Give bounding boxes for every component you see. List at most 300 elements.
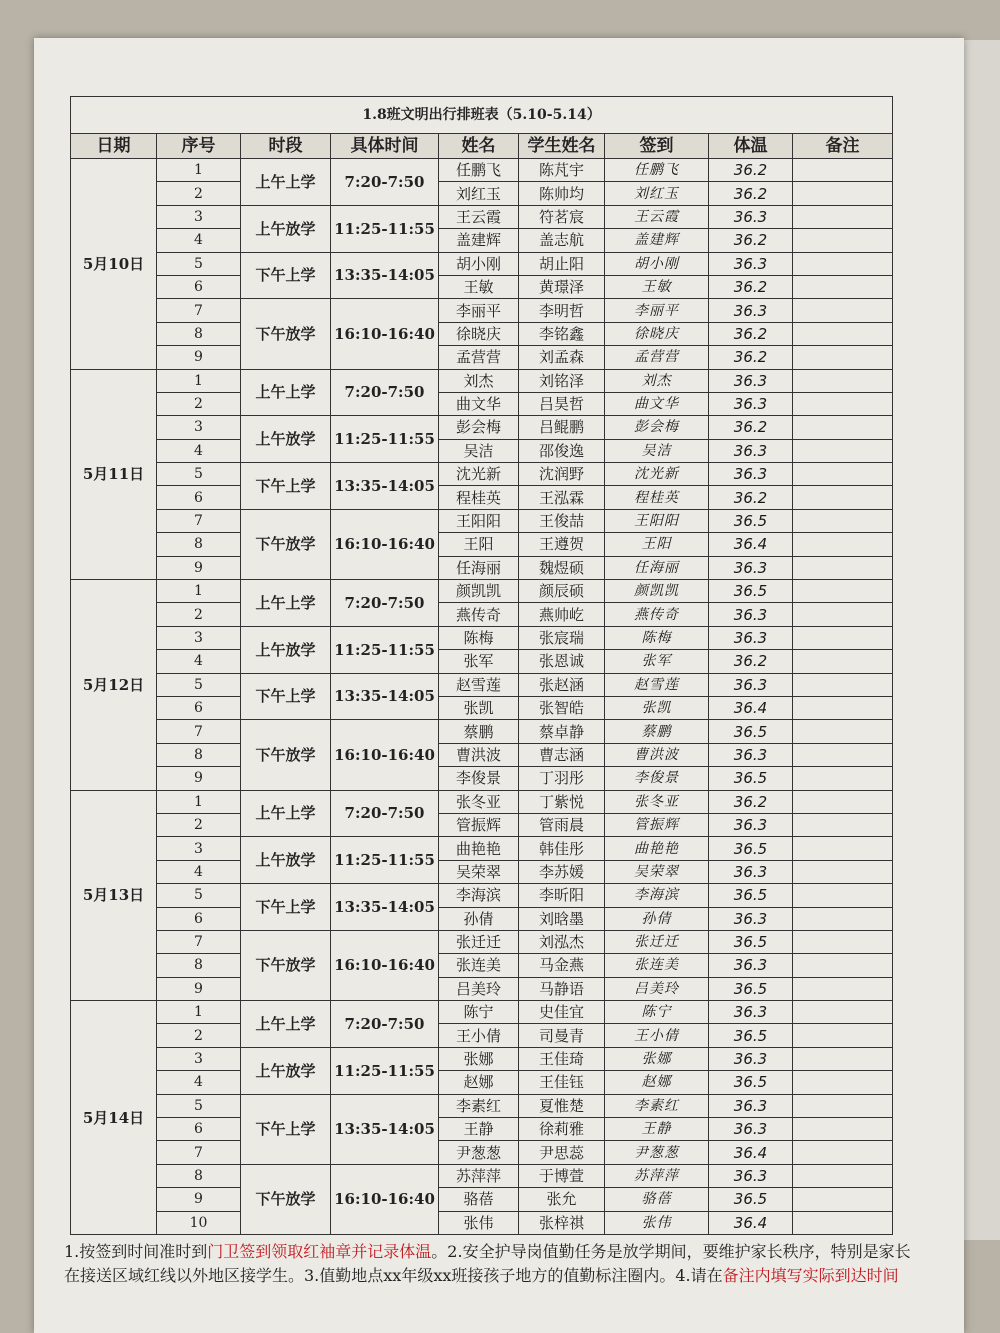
period-cell: 下午上学	[241, 252, 331, 299]
parent-name-cell: 刘杰	[439, 369, 519, 392]
student-name-cell: 丁紫悦	[519, 790, 605, 813]
parent-name-cell: 曹洪波	[439, 743, 519, 766]
signature-cell: 曹洪波	[605, 743, 709, 766]
signature-cell: 尹葱葱	[605, 1141, 709, 1164]
table-row	[71, 673, 893, 696]
seq-cell: 9	[157, 346, 241, 369]
remarks-cell	[793, 977, 893, 1000]
temperature-cell: 36.3	[709, 299, 793, 322]
signature-cell: 张连美	[605, 954, 709, 977]
column-header: 序号	[157, 134, 241, 159]
student-name-cell: 张恩诚	[519, 650, 605, 673]
footer-notes	[64, 1240, 914, 1288]
signature-cell: 张冬亚	[605, 790, 709, 813]
temperature-cell: 36.3	[709, 907, 793, 930]
seq-cell: 9	[157, 767, 241, 790]
footer-highlight: 门卫签到领取红袖章并记录体温	[207, 1242, 432, 1261]
table-row	[71, 369, 893, 392]
remarks-cell	[793, 884, 893, 907]
remarks-cell	[793, 346, 893, 369]
seq-cell: 7	[157, 299, 241, 322]
period-cell: 上午上学	[241, 369, 331, 416]
table-row	[71, 229, 893, 252]
signature-cell: 管振辉	[605, 813, 709, 836]
temperature-cell: 36.3	[709, 673, 793, 696]
period-cell: 下午放学	[241, 930, 331, 1000]
remarks-cell	[793, 369, 893, 392]
parent-name-cell: 程桂英	[439, 486, 519, 509]
seq-cell: 3	[157, 205, 241, 228]
student-name-cell: 王佳琦	[519, 1047, 605, 1070]
table-row	[71, 1024, 893, 1047]
signature-cell: 李丽平	[605, 299, 709, 322]
seq-cell: 6	[157, 696, 241, 719]
remarks-cell	[793, 1024, 893, 1047]
seq-cell: 3	[157, 626, 241, 649]
student-name-cell: 韩佳彤	[519, 837, 605, 860]
parent-name-cell: 沈光新	[439, 463, 519, 486]
signature-cell: 李素红	[605, 1094, 709, 1117]
remarks-cell	[793, 439, 893, 462]
table-row	[71, 346, 893, 369]
seq-cell: 8	[157, 954, 241, 977]
parent-name-cell: 骆蓓	[439, 1188, 519, 1211]
parent-name-cell: 王云霞	[439, 205, 519, 228]
time-cell: 7:20-7:50	[331, 580, 439, 627]
signature-cell: 燕传奇	[605, 603, 709, 626]
remarks-cell	[793, 696, 893, 719]
table-row	[71, 1071, 893, 1094]
seq-cell: 3	[157, 416, 241, 439]
time-cell: 7:20-7:50	[331, 1001, 439, 1048]
parent-name-cell: 赵雪莲	[439, 673, 519, 696]
period-cell: 上午放学	[241, 626, 331, 673]
parent-name-cell: 颜凯凯	[439, 580, 519, 603]
signature-cell: 苏萍萍	[605, 1164, 709, 1187]
student-name-cell: 邵俊逸	[519, 439, 605, 462]
date-cell: 5月14日	[71, 1001, 157, 1235]
time-cell: 13:35-14:05	[331, 252, 439, 299]
table-row	[71, 1094, 893, 1117]
temperature-cell: 36.2	[709, 229, 793, 252]
time-cell: 16:10-16:40	[331, 720, 439, 790]
time-cell: 13:35-14:05	[331, 884, 439, 931]
seq-cell: 7	[157, 1141, 241, 1164]
seq-cell: 5	[157, 884, 241, 907]
parent-name-cell: 张冬亚	[439, 790, 519, 813]
time-cell: 16:10-16:40	[331, 1164, 439, 1234]
table-row	[71, 252, 893, 275]
signature-cell: 刘杰	[605, 369, 709, 392]
temperature-cell: 36.2	[709, 159, 793, 182]
parent-name-cell: 吴洁	[439, 439, 519, 462]
table-row	[71, 977, 893, 1000]
time-cell: 16:10-16:40	[331, 930, 439, 1000]
signature-cell: 李海滨	[605, 884, 709, 907]
student-name-cell: 尹思蕊	[519, 1141, 605, 1164]
temperature-cell: 36.5	[709, 1188, 793, 1211]
time-cell: 16:10-16:40	[331, 299, 439, 369]
table-row	[71, 696, 893, 719]
seq-cell: 6	[157, 907, 241, 930]
date-cell: 5月13日	[71, 790, 157, 1001]
signature-cell: 曲文华	[605, 392, 709, 415]
parent-name-cell: 王阳	[439, 533, 519, 556]
table-row	[71, 860, 893, 883]
student-name-cell: 陈帅均	[519, 182, 605, 205]
table-title: 1.8班文明出行排班表（5.10-5.14）	[71, 97, 893, 134]
seq-cell: 8	[157, 1164, 241, 1187]
temperature-cell: 36.5	[709, 837, 793, 860]
column-header: 体温	[709, 134, 793, 159]
remarks-cell	[793, 813, 893, 836]
table-row	[71, 1141, 893, 1164]
parent-name-cell: 王小倩	[439, 1024, 519, 1047]
remarks-cell	[793, 907, 893, 930]
remarks-cell	[793, 556, 893, 579]
remarks-cell	[793, 205, 893, 228]
temperature-cell: 36.2	[709, 790, 793, 813]
temperature-cell: 36.3	[709, 205, 793, 228]
signature-cell: 王阳	[605, 533, 709, 556]
seq-cell: 7	[157, 930, 241, 953]
student-name-cell: 王遵贺	[519, 533, 605, 556]
table-row	[71, 205, 893, 228]
header-row	[71, 134, 893, 159]
table-row	[71, 650, 893, 673]
signature-cell: 孙倩	[605, 907, 709, 930]
remarks-cell	[793, 1141, 893, 1164]
temperature-cell: 36.4	[709, 696, 793, 719]
student-name-cell: 张宸瑞	[519, 626, 605, 649]
student-name-cell: 陈芃宇	[519, 159, 605, 182]
temperature-cell: 36.4	[709, 1141, 793, 1164]
temperature-cell: 36.4	[709, 533, 793, 556]
signature-cell: 盖建辉	[605, 229, 709, 252]
seq-cell: 1	[157, 790, 241, 813]
time-cell: 11:25-11:55	[331, 1047, 439, 1094]
seq-cell: 2	[157, 182, 241, 205]
remarks-cell	[793, 720, 893, 743]
period-cell: 下午上学	[241, 463, 331, 510]
period-cell: 上午上学	[241, 1001, 331, 1048]
temperature-cell: 36.2	[709, 322, 793, 345]
parent-name-cell: 王静	[439, 1118, 519, 1141]
remarks-cell	[793, 275, 893, 298]
student-name-cell: 张梓祺	[519, 1211, 605, 1234]
period-cell: 下午放学	[241, 1164, 331, 1234]
table-row	[71, 299, 893, 322]
parent-name-cell: 吕美玲	[439, 977, 519, 1000]
time-cell: 11:25-11:55	[331, 416, 439, 463]
remarks-cell	[793, 1047, 893, 1070]
seq-cell: 1	[157, 369, 241, 392]
time-cell: 11:25-11:55	[331, 837, 439, 884]
parent-name-cell: 孙倩	[439, 907, 519, 930]
student-name-cell: 张智皓	[519, 696, 605, 719]
student-name-cell: 张赵涵	[519, 673, 605, 696]
footer-text: 。2.安全护导岗值勤任务是放学期间，要维护家长秩序，特别是家长在接送区域红线以外地区接学生。3.值勤地点xx年级xx班接孩子地方的值勤标注圈内。4.请在	[64, 1242, 911, 1285]
table-row	[71, 930, 893, 953]
period-cell: 下午放学	[241, 299, 331, 369]
table-row	[71, 1047, 893, 1070]
seq-cell: 4	[157, 860, 241, 883]
seq-cell: 1	[157, 159, 241, 182]
seq-cell: 1	[157, 580, 241, 603]
signature-cell: 刘红玉	[605, 182, 709, 205]
parent-name-cell: 张连美	[439, 954, 519, 977]
time-cell: 13:35-14:05	[331, 463, 439, 510]
signature-cell: 王静	[605, 1118, 709, 1141]
signature-cell: 张凯	[605, 696, 709, 719]
table-row	[71, 907, 893, 930]
time-cell: 13:35-14:05	[331, 673, 439, 720]
remarks-cell	[793, 392, 893, 415]
temperature-cell: 36.3	[709, 954, 793, 977]
student-name-cell: 丁羽彤	[519, 767, 605, 790]
parent-name-cell: 苏萍萍	[439, 1164, 519, 1187]
signature-cell: 王云霞	[605, 205, 709, 228]
student-name-cell: 刘铭泽	[519, 369, 605, 392]
parent-name-cell: 张伟	[439, 1211, 519, 1234]
seq-cell: 2	[157, 603, 241, 626]
remarks-cell	[793, 299, 893, 322]
signature-cell: 曲艳艳	[605, 837, 709, 860]
seq-cell: 9	[157, 977, 241, 1000]
period-cell: 上午放学	[241, 1047, 331, 1094]
remarks-cell	[793, 673, 893, 696]
time-cell: 7:20-7:50	[331, 790, 439, 837]
student-name-cell: 李铭鑫	[519, 322, 605, 345]
signature-cell: 陈宁	[605, 1001, 709, 1024]
temperature-cell: 36.3	[709, 1094, 793, 1117]
student-name-cell: 蔡卓静	[519, 720, 605, 743]
footer-highlight: 备注内填写实际到达时间	[722, 1266, 899, 1285]
student-name-cell: 颜辰硕	[519, 580, 605, 603]
parent-name-cell: 李海滨	[439, 884, 519, 907]
parent-name-cell: 盖建辉	[439, 229, 519, 252]
temperature-cell: 36.2	[709, 416, 793, 439]
remarks-cell	[793, 182, 893, 205]
seq-cell: 6	[157, 486, 241, 509]
seq-cell: 5	[157, 463, 241, 486]
temperature-cell: 36.5	[709, 509, 793, 532]
temperature-cell: 36.2	[709, 346, 793, 369]
seq-cell: 5	[157, 252, 241, 275]
table-row	[71, 322, 893, 345]
period-cell: 上午放学	[241, 837, 331, 884]
seq-cell: 6	[157, 275, 241, 298]
time-cell: 13:35-14:05	[331, 1094, 439, 1164]
table-row	[71, 439, 893, 462]
student-name-cell: 刘晗墨	[519, 907, 605, 930]
remarks-cell	[793, 603, 893, 626]
seq-cell: 3	[157, 837, 241, 860]
student-name-cell: 王泓霖	[519, 486, 605, 509]
remarks-cell	[793, 1188, 893, 1211]
temperature-cell: 36.2	[709, 182, 793, 205]
column-header: 学生姓名	[519, 134, 605, 159]
signature-cell: 张军	[605, 650, 709, 673]
student-name-cell: 吕昊哲	[519, 392, 605, 415]
temperature-cell: 36.5	[709, 884, 793, 907]
remarks-cell	[793, 860, 893, 883]
student-name-cell: 马金燕	[519, 954, 605, 977]
seq-cell: 6	[157, 1118, 241, 1141]
table-row	[71, 275, 893, 298]
signature-cell: 沈光新	[605, 463, 709, 486]
parent-name-cell: 管振辉	[439, 813, 519, 836]
student-name-cell: 马静语	[519, 977, 605, 1000]
signature-cell: 任鹏飞	[605, 159, 709, 182]
temperature-cell: 36.3	[709, 1164, 793, 1187]
remarks-cell	[793, 322, 893, 345]
signature-cell: 张迁迁	[605, 930, 709, 953]
signature-cell: 陈梅	[605, 626, 709, 649]
date-cell: 5月11日	[71, 369, 157, 580]
remarks-cell	[793, 533, 893, 556]
time-cell: 7:20-7:50	[331, 159, 439, 206]
table-row	[71, 837, 893, 860]
signature-cell: 胡小刚	[605, 252, 709, 275]
period-cell: 上午放学	[241, 416, 331, 463]
temperature-cell: 36.5	[709, 930, 793, 953]
column-header: 备注	[793, 134, 893, 159]
temperature-cell: 36.2	[709, 275, 793, 298]
parent-name-cell: 陈宁	[439, 1001, 519, 1024]
signature-cell: 张娜	[605, 1047, 709, 1070]
period-cell: 上午放学	[241, 205, 331, 252]
student-name-cell: 徐莉雅	[519, 1118, 605, 1141]
temperature-cell: 36.3	[709, 1047, 793, 1070]
parent-name-cell: 王敏	[439, 275, 519, 298]
student-name-cell: 张允	[519, 1188, 605, 1211]
period-cell: 下午上学	[241, 884, 331, 931]
signature-cell: 颜凯凯	[605, 580, 709, 603]
remarks-cell	[793, 463, 893, 486]
date-cell: 5月12日	[71, 580, 157, 791]
remarks-cell	[793, 790, 893, 813]
student-name-cell: 魏煜硕	[519, 556, 605, 579]
parent-name-cell: 张娜	[439, 1047, 519, 1070]
parent-name-cell: 孟营营	[439, 346, 519, 369]
parent-name-cell: 曲艳艳	[439, 837, 519, 860]
seq-cell: 7	[157, 720, 241, 743]
table-row	[71, 743, 893, 766]
parent-name-cell: 蔡鹏	[439, 720, 519, 743]
temperature-cell: 36.5	[709, 767, 793, 790]
parent-name-cell: 陈梅	[439, 626, 519, 649]
time-cell: 16:10-16:40	[331, 509, 439, 579]
table-row	[71, 1188, 893, 1211]
table-row	[71, 159, 893, 182]
remarks-cell	[793, 954, 893, 977]
remarks-cell	[793, 486, 893, 509]
table-row	[71, 416, 893, 439]
seq-cell: 4	[157, 650, 241, 673]
signature-cell: 徐晓庆	[605, 322, 709, 345]
remarks-cell	[793, 159, 893, 182]
period-cell: 下午放学	[241, 720, 331, 790]
signature-cell: 赵雪莲	[605, 673, 709, 696]
parent-name-cell: 曲文华	[439, 392, 519, 415]
column-header: 日期	[71, 134, 157, 159]
temperature-cell: 36.2	[709, 650, 793, 673]
student-name-cell: 黄璟泽	[519, 275, 605, 298]
parent-name-cell: 李俊景	[439, 767, 519, 790]
period-cell: 下午上学	[241, 673, 331, 720]
parent-name-cell: 刘红玉	[439, 182, 519, 205]
student-name-cell: 曹志涵	[519, 743, 605, 766]
parent-name-cell: 任海丽	[439, 556, 519, 579]
signature-cell: 王敏	[605, 275, 709, 298]
table-row	[71, 603, 893, 626]
signature-cell: 王阳阳	[605, 509, 709, 532]
parent-name-cell: 赵娜	[439, 1071, 519, 1094]
remarks-cell	[793, 767, 893, 790]
table-row	[71, 556, 893, 579]
duty-roster-table	[70, 96, 893, 1235]
seq-cell: 2	[157, 1024, 241, 1047]
student-name-cell: 沈润野	[519, 463, 605, 486]
period-cell: 下午放学	[241, 509, 331, 579]
parent-name-cell: 燕传奇	[439, 603, 519, 626]
remarks-cell	[793, 509, 893, 532]
temperature-cell: 36.4	[709, 1211, 793, 1234]
seq-cell: 8	[157, 743, 241, 766]
table-row	[71, 1164, 893, 1187]
remarks-cell	[793, 837, 893, 860]
seq-cell: 2	[157, 813, 241, 836]
remarks-cell	[793, 1118, 893, 1141]
period-cell: 上午上学	[241, 580, 331, 627]
temperature-cell: 36.5	[709, 720, 793, 743]
seq-cell: 2	[157, 392, 241, 415]
temperature-cell: 36.3	[709, 392, 793, 415]
time-cell: 11:25-11:55	[331, 205, 439, 252]
seq-cell: 1	[157, 1001, 241, 1024]
remarks-cell	[793, 252, 893, 275]
footer-text: 1.按签到时间准时到	[64, 1242, 208, 1261]
time-cell: 11:25-11:55	[331, 626, 439, 673]
parent-name-cell: 任鹏飞	[439, 159, 519, 182]
period-cell: 上午上学	[241, 790, 331, 837]
student-name-cell: 于博萱	[519, 1164, 605, 1187]
period-cell: 下午上学	[241, 1094, 331, 1164]
parent-name-cell: 彭会梅	[439, 416, 519, 439]
signature-cell: 彭会梅	[605, 416, 709, 439]
temperature-cell: 36.3	[709, 603, 793, 626]
seq-cell: 5	[157, 673, 241, 696]
period-cell: 上午上学	[241, 159, 331, 206]
student-name-cell: 管雨晨	[519, 813, 605, 836]
remarks-cell	[793, 626, 893, 649]
temperature-cell: 36.3	[709, 369, 793, 392]
temperature-cell: 36.2	[709, 486, 793, 509]
student-name-cell: 李明哲	[519, 299, 605, 322]
remarks-cell	[793, 1001, 893, 1024]
signature-cell: 骆蓓	[605, 1188, 709, 1211]
student-name-cell: 史佳宜	[519, 1001, 605, 1024]
parent-name-cell: 胡小刚	[439, 252, 519, 275]
column-header: 签到	[605, 134, 709, 159]
student-name-cell: 刘泓杰	[519, 930, 605, 953]
table-row	[71, 1211, 893, 1234]
table-row	[71, 720, 893, 743]
temperature-cell: 36.3	[709, 1001, 793, 1024]
table-row	[71, 533, 893, 556]
seq-cell: 10	[157, 1211, 241, 1234]
